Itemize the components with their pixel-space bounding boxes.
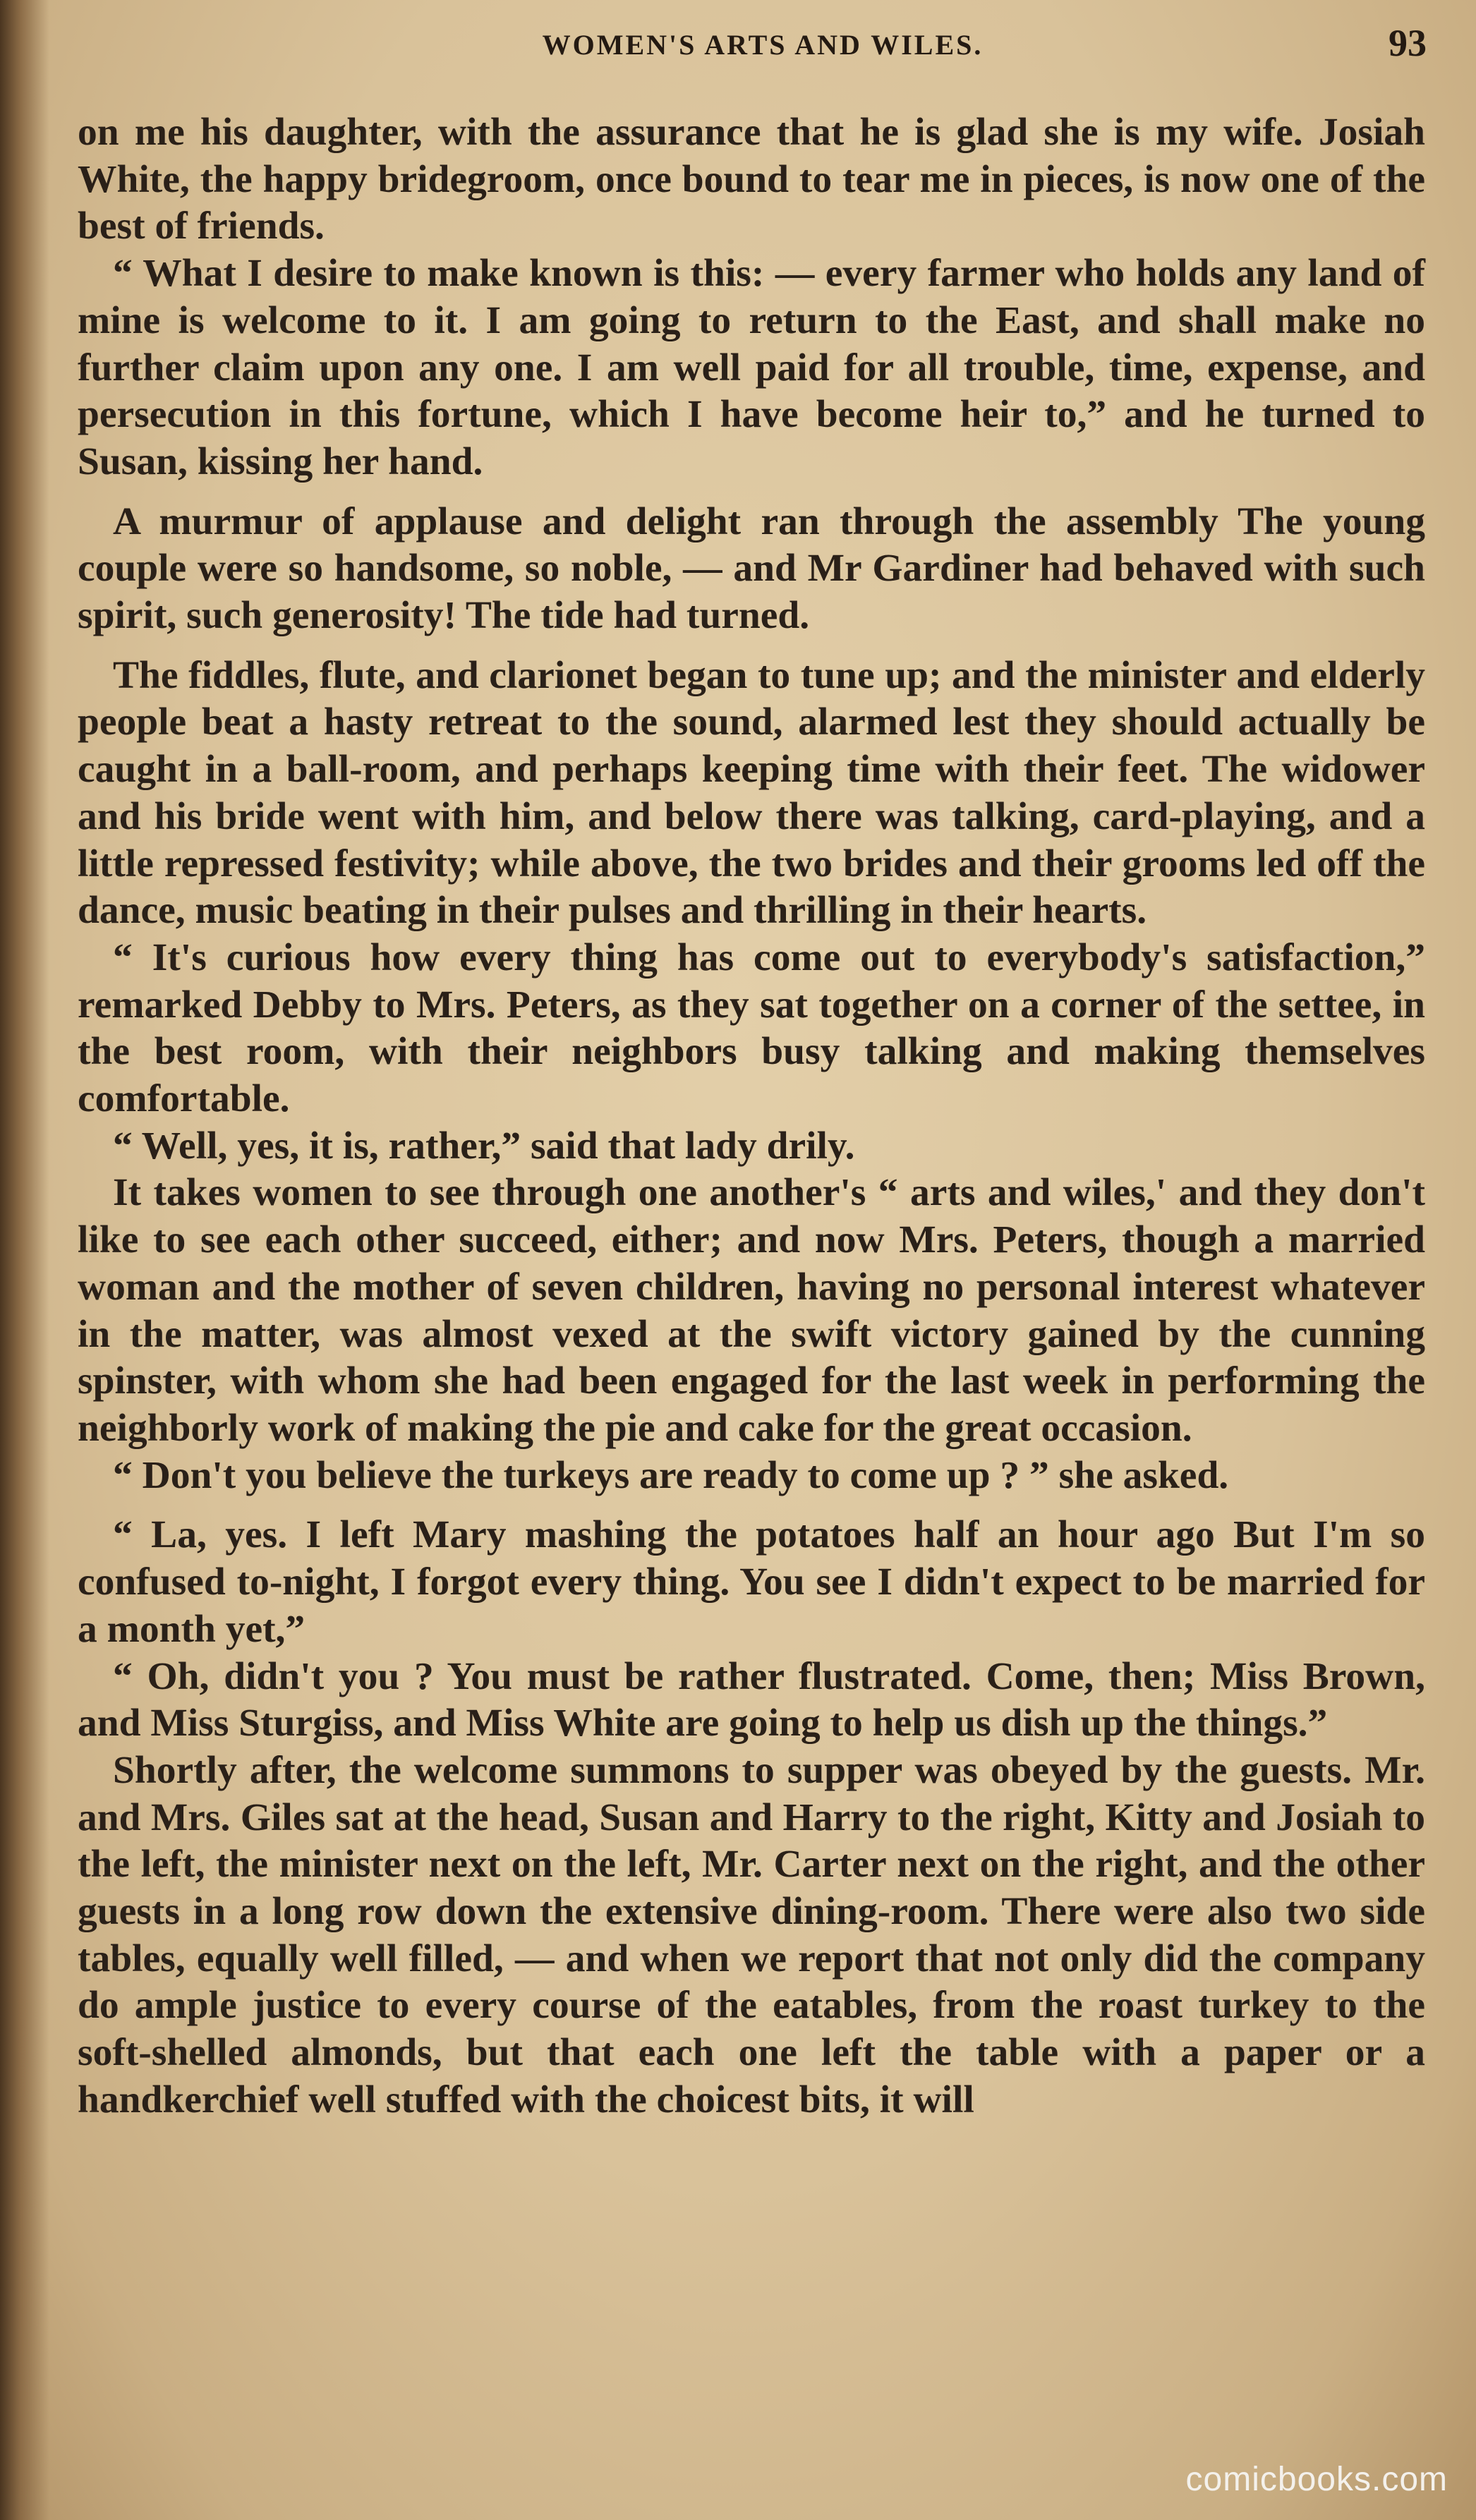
paragraph-1: on me his daughter, with the assurance that he is glad she is my wife. Josiah White, the happy bridegroom, once bound to tear me in pieces, is now one of the best of friends. <box>78 111 1425 248</box>
paragraph-11: Shortly after, the welcome summons to supper was obeyed by the guests. Mr. and Mrs. Giles sat at the head, Susan and Harry to the right, Kitty and Josiah to the left, the minister next on the left, Mr. Carter next on the right, and the other guests in a long row down the extensive dining-room. There were also two side tables, equally well filled, — and when we report that not only did the company do ample justice to every course of the eatables, from the roast turkey to the soft-shelled almonds, but that each one left the table with a paper or a handkerchief well stuffed with the choicest bits, it will <box>78 1748 1425 2121</box>
body-text <box>78 109 1425 2124</box>
paragraph-7: It takes women to see through one another's “ arts and wiles,' and they don't like to see each other succeed, either; and now Mrs. Peters, though a married woman and the mother of seven children, having no personal interest whatever in the matter, was almost vexed at the swift victory gained by the cunning spinster, with whom she had been engaged for the last week in performing the neighborly work of making the pie and cake for the great occasion. <box>78 1171 1425 1450</box>
paragraph-3: A murmur of applause and delight ran through the assembly The young couple were so handsome, so noble, — and Mr Gardiner had behaved with such spirit, such generosity! The tide had turned. <box>78 499 1425 638</box>
paragraph-4: The fiddles, flute, and clarionet began to tune up; and the minister and elderly people beat a hasty retreat to the sound, alarmed lest they should actually be caught in a ball-room, and perhaps keeping time with their feet. The widower and his bride went with him, and below there was talking, card-playing, and a little repressed festivity; while above, the two brides and their grooms led off the dance, music beating in their pulses and thrilling in their hearts. <box>78 653 1425 933</box>
paragraph-10: “ Oh, didn't you ? You must be rather flustrated. Come, then; Miss Brown, and Miss Sturgiss, and Miss White are going to help us dish up the things.” <box>78 1654 1425 1745</box>
page-gutter <box>0 0 49 2520</box>
watermark: comicbooks.com <box>1185 2461 1448 2498</box>
paragraph-2: “ What I desire to make known is this: — every farmer who holds any land of mine is welcome to it. I am going to return to the East, and shall make no further claim upon any one. I am well paid for all trouble, time, expense, and persecution in this fortune, which I have become heir to,” and he turned to Susan, kissing her hand. <box>78 252 1425 483</box>
running-head: WOMEN'S ARTS AND WILES. <box>542 29 984 61</box>
paragraph-8: “ Don't you believe the turkeys are ready to come up ? ” she asked. <box>113 1453 1229 1497</box>
page-header <box>99 21 1427 85</box>
page-number: 93 <box>1389 22 1427 64</box>
paragraph-5: “ It's curious how every thing has come out to everybody's satisfaction,” remarked Debby to Mrs. Peters, as they sat together on a corner of the settee, in the best room, with their neighbors busy talking and making themselves comfortable. <box>78 935 1425 1121</box>
paragraph-9: “ La, yes. I left Mary mashing the potatoes half an hour ago But I'm so confused to-night, I forgot every thing. You see I didn't expect to be married for a month yet,” <box>78 1513 1425 1651</box>
paragraph-6: “ Well, yes, it is, rather,” said that lady drily. <box>113 1124 855 1168</box>
